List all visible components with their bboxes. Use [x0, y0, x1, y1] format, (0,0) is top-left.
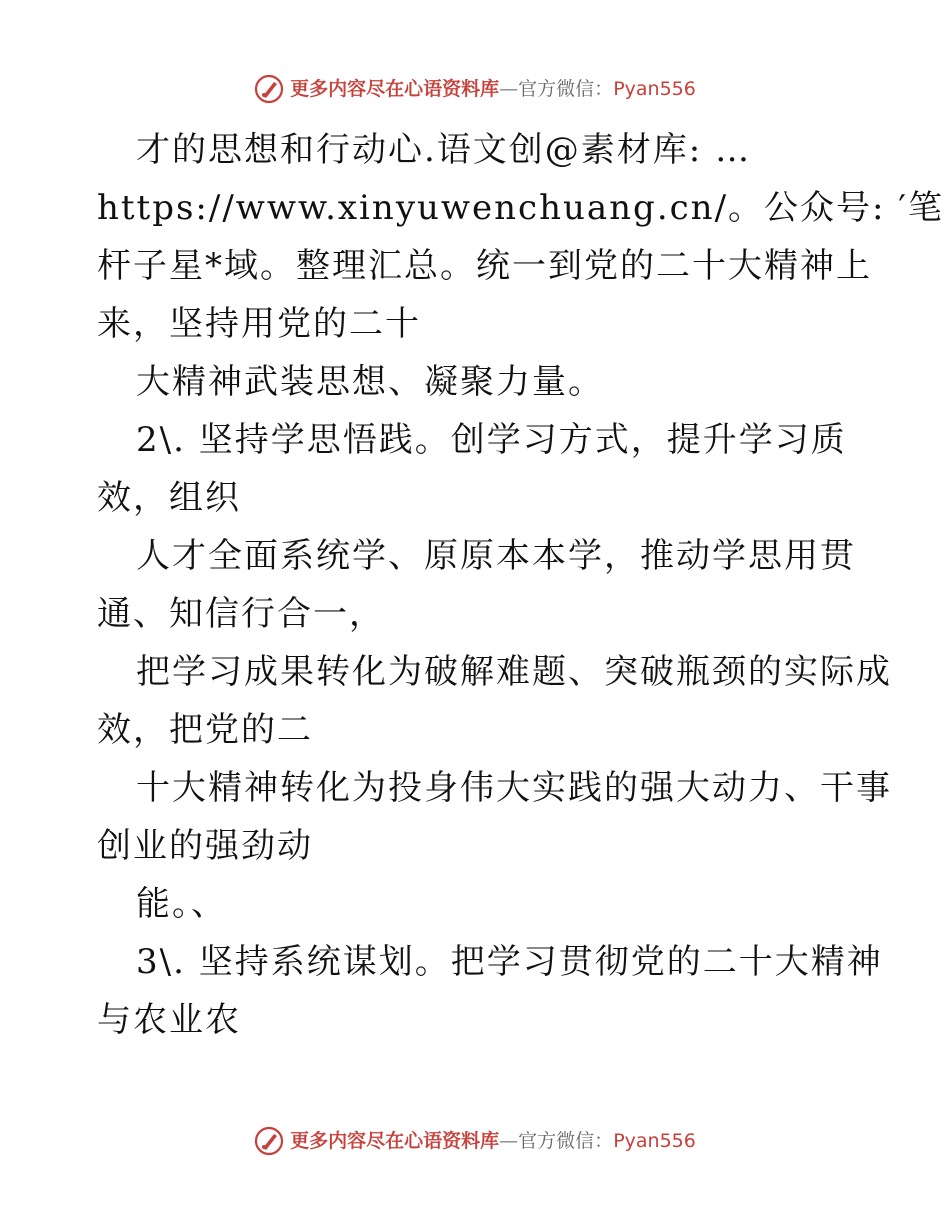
footer-banner	[0, 1124, 950, 1158]
body-line-2: https://www.xinyuwenchuang.cn/。公众号: ′笔	[97, 188, 945, 228]
quill-logo-icon	[254, 74, 284, 104]
body-line-6: 2\. 坚持学思悟践。创学习方式，提升学习质	[136, 420, 847, 460]
body-line-13: 创业的强劲动	[97, 826, 313, 866]
body-line-5: 大精神武装思想、凝聚力量。	[136, 362, 604, 402]
body-line-12: 十大精神转化为投身伟大实践的强大动力、干事	[136, 768, 892, 808]
header-banner	[0, 72, 950, 106]
quill-logo-icon	[254, 1126, 284, 1156]
banner-wechat-id: Pyan556	[613, 78, 696, 100]
body-line-10: 把学习成果转化为破解难题、突破瓶颈的实际成	[136, 652, 892, 692]
banner-dash: —	[499, 1130, 519, 1152]
body-line-3: 杆子星*域。整理汇总。统一到党的二十大精神上	[97, 246, 872, 286]
body-line-7: 效，组织	[97, 478, 241, 518]
banner-wechat-label: 官方微信：	[518, 78, 614, 100]
body-line-14: 能。、	[136, 884, 227, 924]
banner-dash: —	[499, 78, 519, 100]
body-line-1: 才的思想和行动心.语文创@素材库: …	[136, 130, 752, 170]
banner-main-text: 更多内容尽在心语资料库	[290, 1130, 500, 1152]
body-line-11: 效，把党的二	[97, 710, 313, 750]
body-line-8: 人才全面系统学、原原本本学，推动学思用贯	[136, 536, 856, 576]
body-line-9: 通、知信行合一，	[97, 594, 385, 634]
body-line-4: 来，坚持用党的二十	[97, 304, 421, 344]
banner-wechat-label: 官方微信：	[518, 1130, 614, 1152]
banner-wechat-id: Pyan556	[613, 1130, 696, 1152]
banner-main-text: 更多内容尽在心语资料库	[290, 78, 500, 100]
body-line-15: 3\. 坚持系统谋划。把学习贯彻党的二十大精神	[136, 942, 883, 982]
body-line-16: 与农业农	[97, 1000, 241, 1040]
